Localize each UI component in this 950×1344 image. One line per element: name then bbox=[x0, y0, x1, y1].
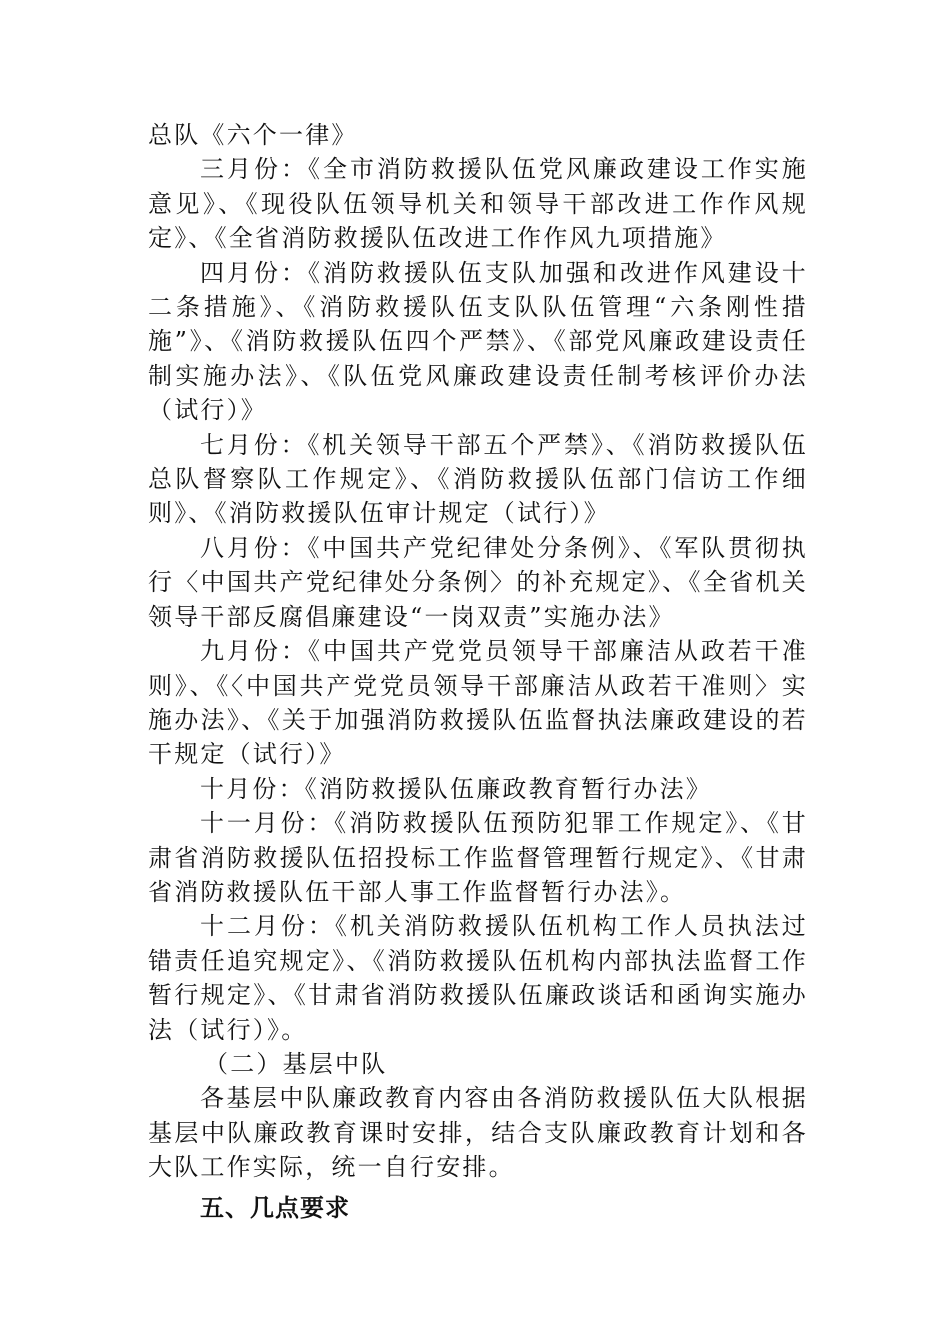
month-september: 九月份：《中国共产党党员领导干部廉洁从政若干准则》、《〈中国共产党党员领导干部廉洁从政若干准则〉实施办法》、《关于加强消防救援队伍监督执法廉政建设的若干规定（试行）》 bbox=[148, 637, 808, 769]
month-april: 四月份：《消防救援队伍支队加强和改进作风建设十二条措施》、《消防救援队伍支队队伍管理“六条刚性措施”》、《消防救援队伍四个严禁》、《部党风廉政建设责任制实施办法》、《队伍党风廉政建设责任制考核评价办法（试行）》 bbox=[148, 258, 808, 425]
month-december: 十二月份：《机关消防救援队伍机构工作人员执法过错责任追究规定》、《消防救援队伍机构内部执法监督工作暂行规定》、《甘肃省消防救援队伍廉政谈话和函询实施办法（试行）》。 bbox=[148, 912, 808, 1044]
continuation-line: 总队《六个一律》 bbox=[148, 121, 358, 149]
subheading-grassroots: （二）基层中队 bbox=[204, 1049, 388, 1078]
month-august: 八月份：《中国共产党纪律处分条例》、《军队贯彻执行〈中国共产党纪律处分条例〉的补充规定》、《全省机关领导干部反腐倡廉建设“一岗双责”实施办法》 bbox=[148, 533, 808, 631]
month-july: 七月份：《机关领导干部五个严禁》、《消防救援队伍总队督察队工作规定》、《消防救援队伍部门信访工作细则》、《消防救援队伍审计规定（试行）》 bbox=[148, 430, 808, 528]
grassroots-paragraph: 各基层中队廉政教育内容由各消防救援队伍大队根据基层中队廉政教育课时安排，结合支队廉政教育计划和各大队工作实际，统一自行安排。 bbox=[148, 1084, 808, 1182]
month-march: 三月份：《全市消防救援队伍党风廉政建设工作实施意见》、《现役队伍领导机关和领导干部改进工作作风规定》、《全省消防救援队伍改进工作作风九项措施》 bbox=[148, 155, 808, 253]
month-november: 十一月份：《消防救援队伍预防犯罪工作规定》、《甘肃省消防救援队伍招投标工作监督管理暂行规定》、《甘肃省消防救援队伍干部人事工作监督暂行办法》。 bbox=[148, 809, 808, 906]
document-body bbox=[148, 118, 808, 1225]
month-october: 十月份：《消防救援队伍廉政教育暂行办法》 bbox=[200, 774, 712, 803]
section-heading: 五、几点要求 bbox=[200, 1193, 350, 1222]
